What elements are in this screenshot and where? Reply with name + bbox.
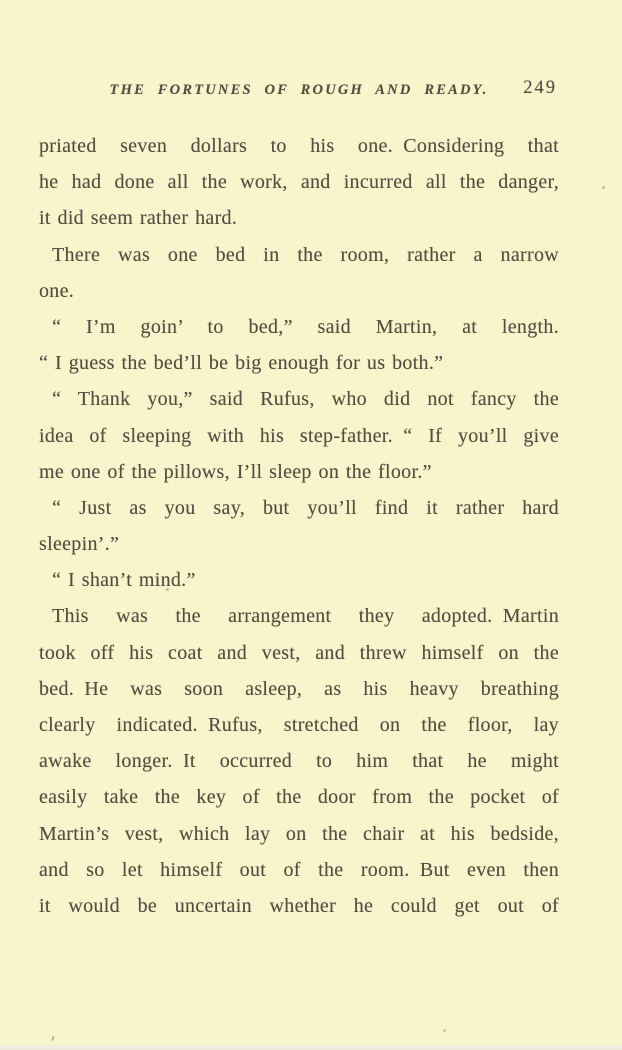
paragraph <box>39 237 559 309</box>
scan-edge-artifact <box>0 1045 622 1050</box>
text-line: clearly indicated. Rufus, stretched on the floor, lay <box>39 714 559 736</box>
paragraph <box>39 309 559 381</box>
text-line: it did seem rather hard. <box>39 207 238 230</box>
text-line: easily take the key of the door from the pocket of <box>39 786 559 809</box>
text-line: idea of sleeping with his step-father. “ If you’ll give <box>39 424 559 447</box>
text-line: awake longer. It occurred to him that he might <box>39 750 559 773</box>
text-line: he had done all the work, and incurred all the danger, <box>39 171 559 194</box>
text-line: and so let himself out of the room. But even then <box>39 858 559 881</box>
paragraph <box>39 598 559 924</box>
paragraph <box>39 381 559 490</box>
text-line: took off his coat and vest, and threw himself on the <box>39 641 559 664</box>
paper-speck <box>443 1029 446 1032</box>
text-line: “ I shan’t mind.” <box>52 569 196 592</box>
text-line: sleepin’.” <box>39 533 120 556</box>
paragraph <box>39 490 559 562</box>
paper-speck <box>602 186 605 189</box>
text-line: one. <box>39 279 75 302</box>
text-line: “ I’m goin’ to bed,” said Martin, at length. <box>52 315 559 338</box>
text-line: Martin’s vest, which lay on the chair at his bedside, <box>39 822 559 845</box>
text-line: “ I guess the bed’ll be big enough for us both.” <box>39 352 444 375</box>
paper-speck <box>51 1036 54 1041</box>
page-header <box>39 80 559 104</box>
text-line: bed. He was soon asleep, as his heavy breathing <box>39 677 559 700</box>
running-title: THE FORTUNES OF ROUGH AND READY. <box>109 82 489 98</box>
text-line: priated seven dollars to his one. Considering that <box>39 135 559 157</box>
page-number: 249 <box>523 78 557 98</box>
text-line: it would be uncertain whether he could get out of <box>39 894 559 917</box>
text-line: There was one bed in the room, rather a narrow <box>52 243 559 266</box>
text-line: This was the arrangement they adopted. Martin <box>52 605 559 628</box>
text-line: “ Thank you,” said Rufus, who did not fancy the <box>52 388 559 411</box>
paper-speck <box>166 588 169 591</box>
paragraph <box>39 562 559 598</box>
text-line: me one of the pillows, I’ll sleep on the floor.” <box>39 460 432 483</box>
body-text <box>39 128 559 924</box>
paragraph <box>39 128 559 237</box>
text-line: “ Just as you say, but you’ll find it rather hard <box>52 496 559 519</box>
